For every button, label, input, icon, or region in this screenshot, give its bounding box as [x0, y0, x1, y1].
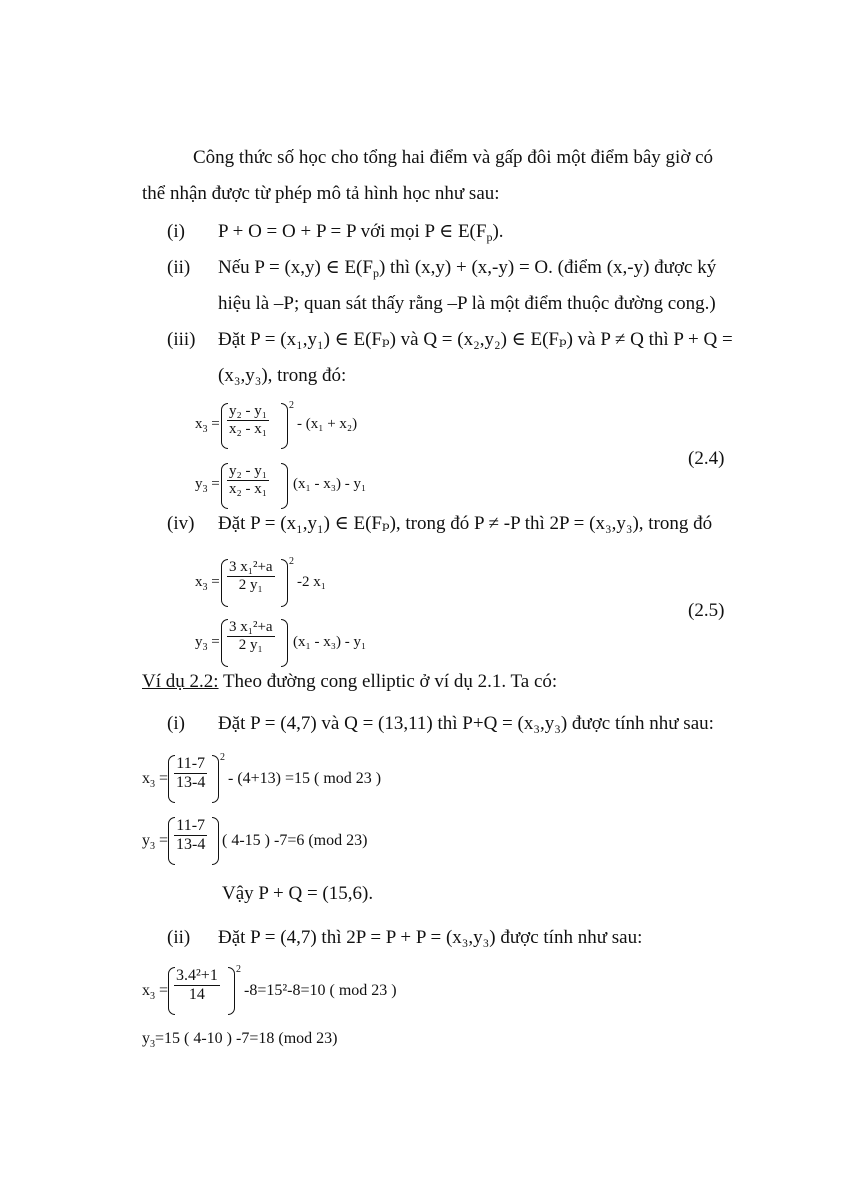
intro-line-2: thể nhận được từ phép mô tả hình học như sau:	[142, 183, 500, 204]
example-ii-text: Đặt P = (4,7) thì 2P = P + P = (x₃,y₃) được tính như sau:	[218, 927, 643, 948]
example-heading: Ví dụ 2.2: Theo đường cong elliptic ở ví dụ 2.1. Ta có:	[142, 671, 558, 692]
formula-2-5-x3: $x_3$ = 3 x₁²+a 2 y₁ 2 -2 x₁	[195, 556, 495, 610]
example-ii-label: (ii)	[167, 927, 191, 948]
item-i-label: (i)	[167, 221, 185, 242]
item-iii-label: (iii)	[167, 329, 196, 350]
example-2-x3: $x_3$ = 3.4²+1 14 2 -8=15²-8=10 ( mod 23 )	[142, 964, 462, 1018]
equation-number-2-5: (2.5)	[688, 600, 725, 621]
example-1-x3: $x_3$ = 11-7 13-4 2 - (4+13) =15 ( mod 23 )	[142, 752, 462, 806]
example-2-y3: $y_3=15$ ( 4-10 ) -7=18 (mod 23)	[142, 1030, 338, 1050]
example-i-label: (i)	[167, 713, 185, 734]
item-ii-label: (ii)	[167, 257, 191, 278]
formula-2-4-x3: $x_3$ = y₂ - y₁ x₂ - x₁ 2 - (x₁ + x₂)	[195, 400, 495, 450]
intro-line-1: Công thức số học cho tổng hai điểm và gấp đôi một điểm bây giờ có	[193, 147, 714, 168]
item-ii-text: Nếu P = (x,y) ∈ $E(F_p)$ thì (x,y) + (x,-y) = O. (điểm (x,-y) được ký	[218, 257, 717, 280]
item-iv-label: (iv)	[167, 513, 195, 534]
formula-2-4-y3: $y_3$ = y₂ - y₁ x₂ - x₁ (x₁ - x₃) - y₁	[195, 460, 495, 510]
example-1-y3: $y_3$ = 11-7 13-4 ( 4-15 ) -7=6 (mod 23)	[142, 814, 462, 868]
item-iii-line-2: (x₃,y₃), trong đó:	[218, 365, 347, 386]
item-ii-line-2: hiệu là –P; quan sát thấy rằng –P là một điểm thuộc đường cong.)	[218, 293, 716, 314]
item-iv-line-1: Đặt P = (x₁,y₁) ∈ E(Fₚ), trong đó P ≠ -P thì 2P = (x₃,y₃), trong đó	[218, 513, 713, 534]
example-i-text: Đặt P = (4,7) và Q = (13,11) thì P+Q = (x₃,y₃) được tính như sau:	[218, 713, 714, 734]
example-conclusion: Vậy P + Q = (15,6).	[222, 883, 374, 904]
equation-number-2-4: (2.4)	[688, 448, 725, 469]
item-i-text: P + O = O + P = P với mọi P ∈ $E(F_p)$.	[218, 221, 504, 244]
formula-2-5-y3: $y_3$ = 3 x₁²+a 2 y₁ (x₁ - x₃) - y₁	[195, 616, 495, 670]
item-iii-line-1: Đặt P = (x₁,y₁) ∈ E(Fₚ) và Q = (x₂,y₂) ∈ E(Fₚ) và P ≠ Q thì P + Q =	[218, 329, 733, 350]
